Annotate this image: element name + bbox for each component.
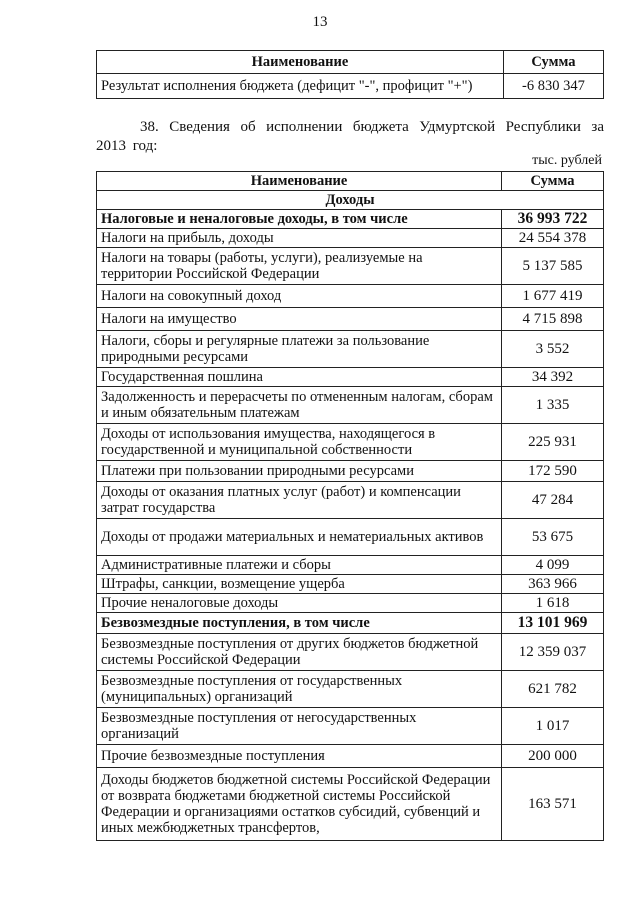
row-name: Доходы бюджетов бюджетной системы Российской Федерации от возврата бюджетами бюджетной системы Российской Федерации и организациями остатков субсидий, субвенций и иных межбюджетных трансфертов,: [97, 768, 502, 841]
header-sum: Сумма: [502, 172, 604, 191]
row-name: Налоги на совокупный доход: [97, 285, 502, 308]
budget-execution-table: [96, 171, 604, 841]
table-row: [97, 519, 604, 556]
row-name: Платежи при пользовании природными ресурсами: [97, 461, 502, 482]
row-name: Безвозмездные поступления, в том числе: [97, 613, 502, 634]
row-name: Налоги на прибыль, доходы: [97, 229, 502, 248]
table-row: [97, 285, 604, 308]
row-sum: 53 675: [502, 519, 604, 556]
table-row: [97, 461, 604, 482]
section-intro: 38. Сведения об исполнении бюджета Удмуртской Республики за 2013 год:: [96, 119, 604, 154]
row-sum: 163 571: [502, 768, 604, 841]
budget-result-table: [96, 50, 604, 99]
row-sum: 1 017: [502, 708, 604, 745]
row-name: Доходы от оказания платных услуг (работ) и компенсации затрат государства: [97, 482, 502, 519]
table-row: [97, 745, 604, 768]
row-name: Доходы от использования имущества, находящегося в государственной и муниципальной собственности: [97, 424, 502, 461]
row-name: Прочие неналоговые доходы: [97, 594, 502, 613]
table-row: [97, 368, 604, 387]
row-name: Безвозмездные поступления от других бюджетов бюджетной системы Российской Федерации: [97, 634, 502, 671]
section-title: Доходы: [97, 191, 604, 210]
row-name: Доходы от продажи материальных и нематериальных активов: [97, 519, 502, 556]
row-sum: 34 392: [502, 368, 604, 387]
row-sum: 36 993 722: [502, 210, 604, 229]
row-sum: 24 554 378: [502, 229, 604, 248]
row-sum: 225 931: [502, 424, 604, 461]
table-body: [97, 210, 604, 841]
row-name: Прочие безвозмездные поступления: [97, 745, 502, 768]
row-name: Результат исполнения бюджета (дефицит "-", профицит "+"): [97, 74, 504, 99]
table-header-row: [97, 172, 604, 191]
page-number: 13: [312, 14, 328, 30]
row-sum: 4 715 898: [502, 308, 604, 331]
row-sum: 1 677 419: [502, 285, 604, 308]
row-sum: 12 359 037: [502, 634, 604, 671]
header-sum: Сумма: [503, 51, 603, 74]
row-name: Налоги, сборы и регулярные платежи за пользование природными ресурсами: [97, 331, 502, 368]
row-sum: 47 284: [502, 482, 604, 519]
row-name: Административные платежи и сборы: [97, 556, 502, 575]
table-row: [97, 634, 604, 671]
table-row: [97, 424, 604, 461]
table-row: [97, 575, 604, 594]
row-sum: 5 137 585: [502, 248, 604, 285]
row-sum: 1 335: [502, 387, 604, 424]
table-row: [97, 74, 604, 99]
row-name: Налоги на имущество: [97, 308, 502, 331]
table-row: [97, 708, 604, 745]
row-sum: 200 000: [502, 745, 604, 768]
row-name: Безвозмездные поступления от государственных (муниципальных) организаций: [97, 671, 502, 708]
row-sum: 172 590: [502, 461, 604, 482]
header-name: Наименование: [97, 172, 502, 191]
row-name: Государственная пошлина: [97, 368, 502, 387]
table-row: [97, 210, 604, 229]
table-row: [97, 768, 604, 841]
table-row: [97, 671, 604, 708]
table-row: [97, 482, 604, 519]
header-name: Наименование: [97, 51, 504, 74]
table-row: [97, 331, 604, 368]
row-name: Налоги на товары (работы, услуги), реализуемые на территории Российской Федерации: [97, 248, 502, 285]
table-row: [97, 229, 604, 248]
row-sum: 4 099: [502, 556, 604, 575]
table-row: [97, 308, 604, 331]
table-row: [97, 556, 604, 575]
row-name: Налоговые и неналоговые доходы, в том числе: [97, 210, 502, 229]
row-sum: 13 101 969: [502, 613, 604, 634]
table-row: [97, 594, 604, 613]
table-row: [97, 387, 604, 424]
units-label: тыс. рублей: [532, 153, 602, 168]
section-row: [97, 191, 604, 210]
row-name: Штрафы, санкции, возмещение ущерба: [97, 575, 502, 594]
row-sum: 363 966: [502, 575, 604, 594]
row-sum: 1 618: [502, 594, 604, 613]
row-sum: 3 552: [502, 331, 604, 368]
table-row: [97, 613, 604, 634]
row-sum: -6 830 347: [503, 74, 603, 99]
row-name: Безвозмездные поступления от негосударственных организаций: [97, 708, 502, 745]
row-sum: 621 782: [502, 671, 604, 708]
row-name: Задолженность и перерасчеты по отмененным налогам, сборам и иным обязательным платежам: [97, 387, 502, 424]
table-row: [97, 248, 604, 285]
table-header-row: [97, 51, 604, 74]
